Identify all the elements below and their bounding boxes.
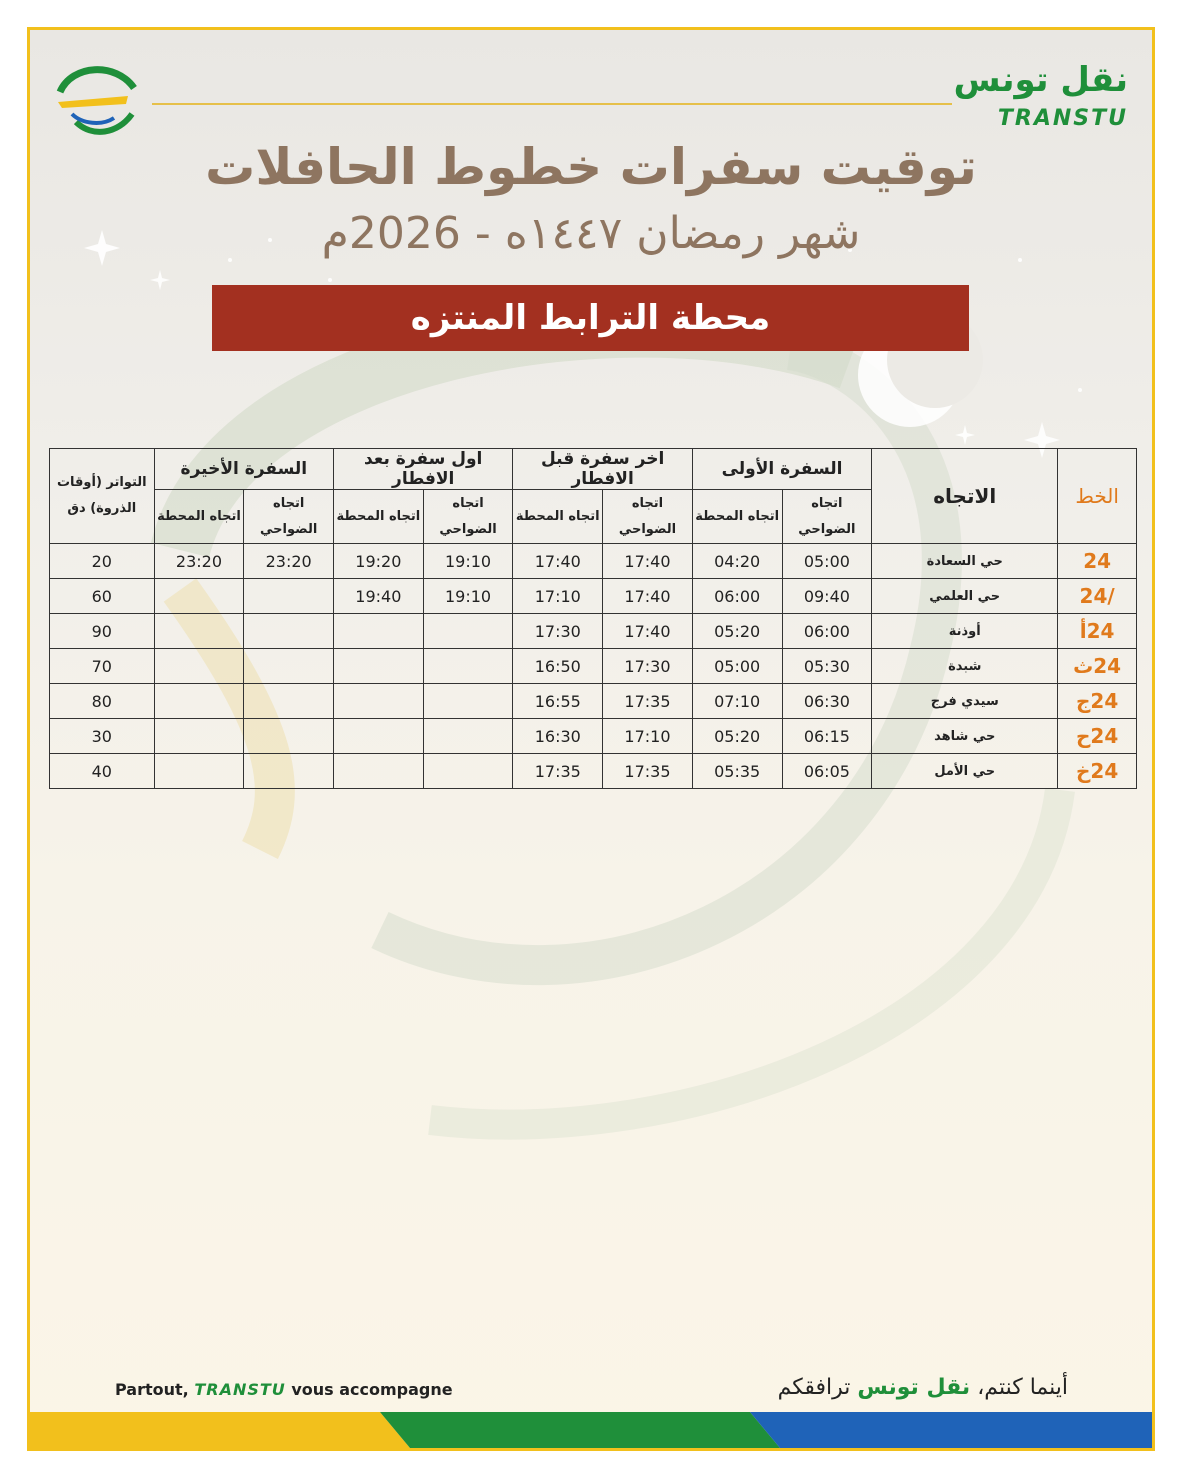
time-cell: 19:10 xyxy=(423,579,513,614)
group-first-trip: السفرة الأولى xyxy=(692,449,871,490)
time-cell: 07:10 xyxy=(692,684,782,719)
group-after-iftar: اول سفرة بعد الافطار xyxy=(334,449,513,490)
footer-ar-brand: نقل تونس xyxy=(857,1375,971,1400)
time-cell: 17:40 xyxy=(513,544,603,579)
line-number: 24خ xyxy=(1058,754,1137,789)
direction-name: حي الأمل xyxy=(872,754,1058,789)
sub-header-station: اتجاه المحطة xyxy=(334,490,424,544)
time-cell: 23:20 xyxy=(154,544,244,579)
frequency-cell: 70 xyxy=(50,649,155,684)
line-number: 24ث xyxy=(1058,649,1137,684)
time-cell: 23:20 xyxy=(244,544,334,579)
table-row xyxy=(50,544,1137,579)
line-number: 24 xyxy=(1058,544,1137,579)
time-cell xyxy=(244,754,334,789)
header-divider xyxy=(152,103,952,105)
time-cell xyxy=(334,719,424,754)
time-cell: 17:30 xyxy=(603,649,693,684)
time-cell xyxy=(423,614,513,649)
time-cell: 04:20 xyxy=(692,544,782,579)
time-cell: 17:30 xyxy=(513,614,603,649)
time-cell xyxy=(154,684,244,719)
line-number: 24أ xyxy=(1058,614,1137,649)
table-row xyxy=(50,649,1137,684)
footer-ar-before: أينما كنتم، xyxy=(977,1375,1068,1400)
direction-name: حي السعادة xyxy=(872,544,1058,579)
time-cell: 19:40 xyxy=(334,579,424,614)
time-cell xyxy=(154,579,244,614)
time-cell: 17:10 xyxy=(603,719,693,754)
sub-header-station: اتجاه المحطة xyxy=(513,490,603,544)
time-cell xyxy=(244,684,334,719)
line-number: 24ج xyxy=(1058,684,1137,719)
time-cell xyxy=(423,754,513,789)
frequency-cell: 20 xyxy=(50,544,155,579)
time-cell: 06:30 xyxy=(782,684,872,719)
direction-name: سيدي فرج xyxy=(872,684,1058,719)
time-cell xyxy=(154,719,244,754)
time-cell xyxy=(423,684,513,719)
sub-header-suburbs: اتجاه الضواحي xyxy=(244,490,334,544)
table-row xyxy=(50,684,1137,719)
page-subtitle: شهر رمضان ١٤٤٧ه - 2026م xyxy=(321,208,861,259)
time-cell: 17:40 xyxy=(603,544,693,579)
frequency-cell: 40 xyxy=(50,754,155,789)
time-cell: 05:00 xyxy=(692,649,782,684)
table-row xyxy=(50,754,1137,789)
time-cell xyxy=(334,684,424,719)
direction-name: أوذنة xyxy=(872,614,1058,649)
time-cell: 06:00 xyxy=(692,579,782,614)
table-row xyxy=(50,614,1137,649)
time-cell xyxy=(423,719,513,754)
time-cell: 19:20 xyxy=(334,544,424,579)
footer-color-stripes xyxy=(30,1412,1152,1448)
time-cell xyxy=(154,614,244,649)
direction-name: حي العلمي xyxy=(872,579,1058,614)
time-cell xyxy=(244,614,334,649)
time-cell xyxy=(244,579,334,614)
time-cell: 16:30 xyxy=(513,719,603,754)
frequency-cell: 30 xyxy=(50,719,155,754)
time-cell: 05:20 xyxy=(692,614,782,649)
group-before-iftar: اخر سفرة قبل الافطار xyxy=(513,449,692,490)
sub-header-suburbs: اتجاه الضواحي xyxy=(603,490,693,544)
time-cell: 16:50 xyxy=(513,649,603,684)
sub-header-suburbs: اتجاه الضواحي xyxy=(423,490,513,544)
footer-fr-before: Partout, xyxy=(115,1380,189,1399)
poster-frame xyxy=(27,27,1155,1451)
time-cell: 17:35 xyxy=(603,754,693,789)
page-title: توقيت سفرات خطوط الحافلات xyxy=(205,138,977,196)
station-banner: محطة الترابط المنتزه xyxy=(212,285,969,351)
col-direction-header: الاتجاه xyxy=(872,449,1058,544)
time-cell xyxy=(334,649,424,684)
footer-slogan-french xyxy=(115,1380,453,1399)
footer-ar-after: ترافقكم xyxy=(777,1375,851,1400)
col-line-header: الخط xyxy=(1058,449,1137,544)
time-cell: 17:35 xyxy=(513,754,603,789)
transtu-logo-icon xyxy=(52,58,138,144)
time-cell: 19:10 xyxy=(423,544,513,579)
time-cell: 05:30 xyxy=(782,649,872,684)
table-row xyxy=(50,579,1137,614)
table-row xyxy=(50,719,1137,754)
time-cell xyxy=(244,649,334,684)
time-cell xyxy=(423,649,513,684)
time-cell: 05:35 xyxy=(692,754,782,789)
brand-name-arabic: نقل تونس xyxy=(953,60,1128,100)
footer-slogan-arabic xyxy=(778,1375,1068,1400)
time-cell xyxy=(334,614,424,649)
time-cell: 05:00 xyxy=(782,544,872,579)
time-cell: 05:20 xyxy=(692,719,782,754)
direction-name: شبدة xyxy=(872,649,1058,684)
brand-name-latin: TRANSTU xyxy=(997,106,1128,131)
time-cell: 17:35 xyxy=(603,684,693,719)
time-cell: 09:40 xyxy=(782,579,872,614)
time-cell: 17:40 xyxy=(603,614,693,649)
footer-fr-brand: TRANSTU xyxy=(194,1380,286,1399)
footer-fr-after: vous accompagne xyxy=(291,1380,453,1399)
time-cell: 06:05 xyxy=(782,754,872,789)
time-cell: 16:55 xyxy=(513,684,603,719)
time-cell xyxy=(244,719,334,754)
frequency-cell: 60 xyxy=(50,579,155,614)
time-cell: 06:00 xyxy=(782,614,872,649)
time-cell: 17:10 xyxy=(513,579,603,614)
sub-header-suburbs: اتجاه الضواحي xyxy=(782,490,872,544)
col-frequency-header: التواتر (أوقات الذروة) دق xyxy=(50,449,155,544)
group-last-trip: السفرة الأخيرة xyxy=(154,449,333,490)
time-cell: 17:40 xyxy=(603,579,693,614)
time-cell xyxy=(154,754,244,789)
sub-header-station: اتجاه المحطة xyxy=(692,490,782,544)
time-cell xyxy=(334,754,424,789)
time-cell xyxy=(154,649,244,684)
line-number: 24ح xyxy=(1058,719,1137,754)
sub-header-station: اتجاه المحطة xyxy=(154,490,244,544)
line-number: /24 xyxy=(1058,579,1137,614)
frequency-cell: 90 xyxy=(50,614,155,649)
direction-name: حي شاهد xyxy=(872,719,1058,754)
frequency-cell: 80 xyxy=(50,684,155,719)
time-cell: 06:15 xyxy=(782,719,872,754)
schedule-table xyxy=(49,448,1137,789)
